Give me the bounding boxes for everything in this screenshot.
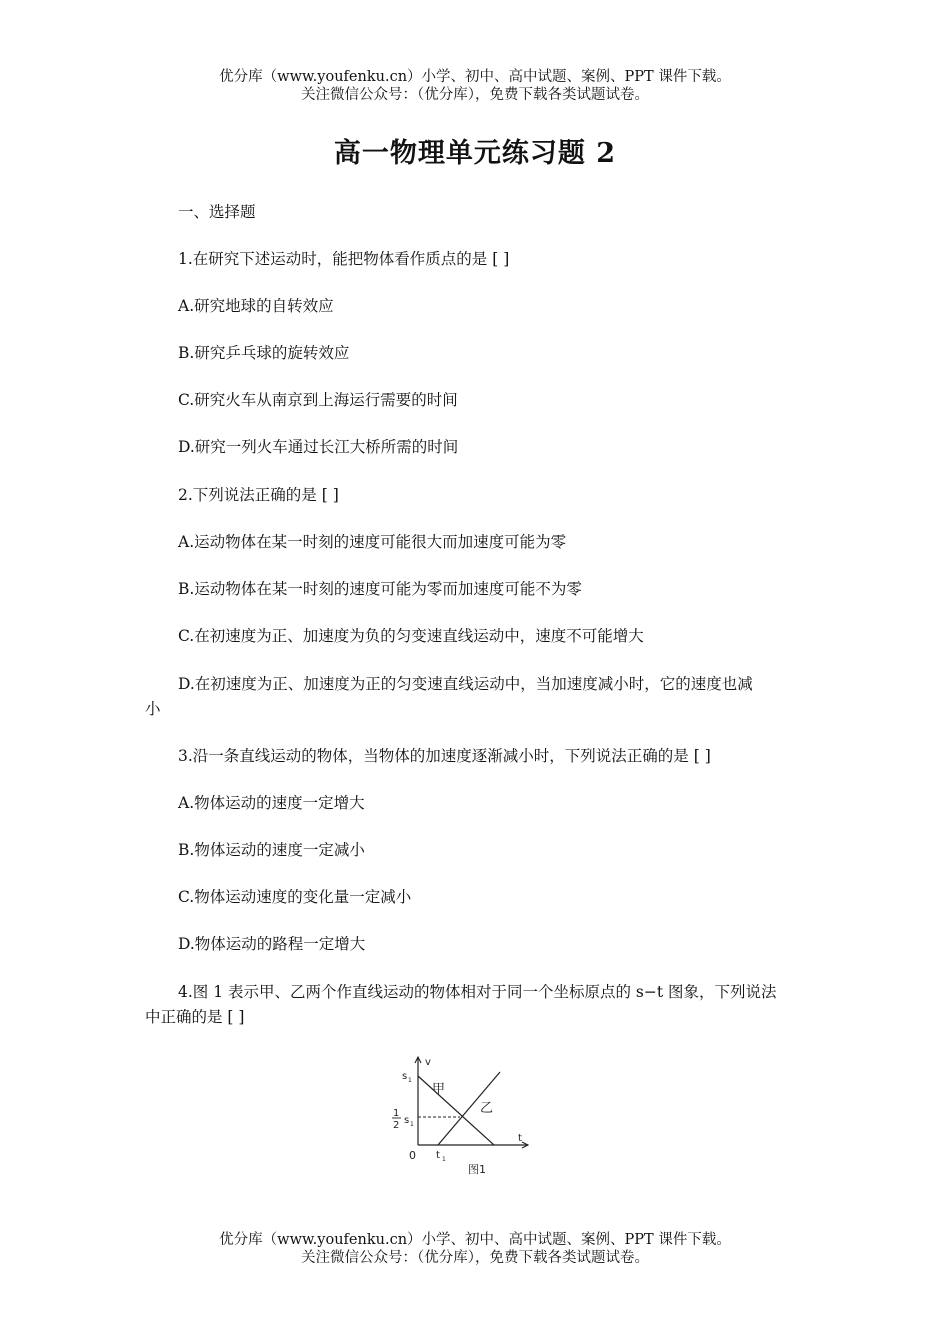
header-line-1: 优分库（www.youfenku.cn）小学、初中、高中试题、案例、PPT 课件下载。	[219, 69, 731, 85]
question-4-stem-cont: 中正确的是 [ ]	[145, 1008, 245, 1026]
origin-label: 0	[409, 1149, 416, 1162]
question-1-option-c: C.研究火车从南京到上海运行需要的时间	[178, 391, 458, 409]
question-2-option-d: D.在初速度为正、加速度为正的匀变速直线运动中，当加速度减小时，它的速度也减	[178, 675, 753, 693]
question-1-option-b: B.研究乒乓球的旋转效应	[178, 344, 350, 362]
page-footer	[0, 1231, 950, 1267]
question-2-option-a: A.运动物体在某一时刻的速度可能很大而加速度可能为零	[178, 533, 567, 551]
question-4-stem: 4.图 1 表示甲、乙两个作直线运动的物体相对于同一个坐标原点的 s−t 图象，下列说法	[178, 983, 777, 1001]
question-1-option-a: A.研究地球的自转效应	[178, 297, 334, 315]
half-numerator: 1	[393, 1108, 400, 1119]
page-header	[0, 68, 950, 104]
t1-label: t	[436, 1150, 440, 1161]
s1-label-sub: 1	[408, 1077, 412, 1084]
question-1-stem: 1.在研究下述运动时，能把物体看作质点的是 [ ]	[178, 250, 510, 268]
figure-1-graph	[388, 1052, 538, 1178]
question-2-option-b: B.运动物体在某一时刻的速度可能为零而加速度可能不为零	[178, 580, 582, 598]
question-1-option-d: D.研究一列火车通过长江大桥所需的时间	[178, 438, 459, 456]
question-3-option-d: D.物体运动的路程一定增大	[178, 935, 366, 953]
question-3-option-a: A.物体运动的速度一定增大	[178, 794, 365, 812]
x-axis-label: t	[518, 1133, 522, 1144]
header-line-2: 关注微信公众号：（优分库），免费下载各类试题试卷。	[301, 87, 649, 103]
t1-label-sub: 1	[442, 1156, 446, 1163]
question-3-option-c: C.物体运动速度的变化量一定减小	[178, 888, 412, 906]
figure-caption: 图1	[468, 1163, 486, 1176]
question-2-option-d-cont: 小	[145, 700, 161, 718]
footer-line-2: 关注微信公众号：（优分库），免费下载各类试题试卷。	[301, 1250, 649, 1266]
page-title: 高一物理单元练习题 2	[333, 138, 617, 169]
half-s1-label: s	[404, 1115, 410, 1126]
label-yi: 乙	[480, 1101, 494, 1116]
label-jia: 甲	[432, 1082, 446, 1097]
y-axis-label: v	[425, 1057, 431, 1068]
question-2-option-c: C.在初速度为正、加速度为负的匀变速直线运动中，速度不可能增大	[178, 627, 644, 645]
section-heading: 一、选择题	[178, 203, 256, 221]
s1-label: s	[402, 1071, 408, 1082]
question-3-stem: 3.沿一条直线运动的物体，当物体的加速度逐渐减小时，下列说法正确的是 [ ]	[178, 747, 711, 765]
footer-line-1: 优分库（www.youfenku.cn）小学、初中、高中试题、案例、PPT 课件下载。	[219, 1232, 731, 1248]
question-3-option-b: B.物体运动的速度一定减小	[178, 841, 365, 859]
question-2-stem: 2.下列说法正确的是 [ ]	[178, 486, 339, 504]
half-denominator: 2	[393, 1120, 400, 1131]
half-s1-label-sub: 1	[410, 1121, 414, 1128]
